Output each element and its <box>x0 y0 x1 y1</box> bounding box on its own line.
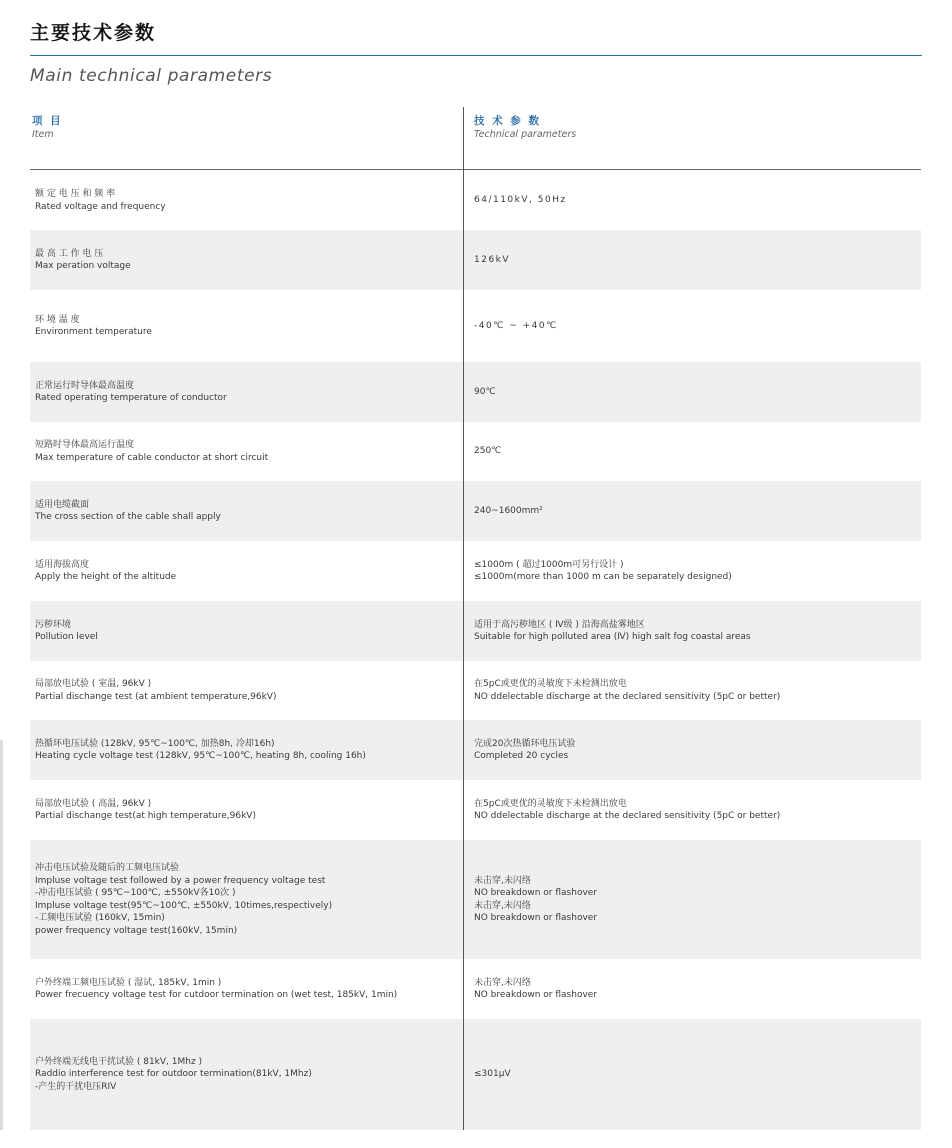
table-row <box>30 601 921 661</box>
value-text-line: 完成20次热循环电压试验 <box>474 738 576 749</box>
row-value <box>474 720 914 780</box>
item-text-line: 正常运行时导体最高温度 <box>35 380 135 391</box>
item-text-line: The cross section of the cable shall apply <box>35 512 221 522</box>
title-divider <box>30 55 922 56</box>
value-text-line: 126kV <box>474 254 511 265</box>
row-item <box>35 422 455 481</box>
header-param <box>474 114 576 142</box>
parameters-table <box>30 107 921 1130</box>
value-text-line: ≤1000m(more than 1000 m can be separately designed) <box>474 572 732 582</box>
table-header <box>30 107 921 170</box>
item-text-line: 适用海拔高度 <box>35 559 90 570</box>
item-text-line: Rated operating temperature of conductor <box>35 393 227 403</box>
item-text-line: -工频电压试验 (160kV, 15min) <box>35 913 165 923</box>
value-text-line: NO breakdown or flashover <box>474 888 598 898</box>
table-row <box>30 362 921 422</box>
item-text-line: 局部放电试验 ( 高温, 96kV ) <box>35 798 152 809</box>
row-item <box>35 362 455 422</box>
page-title: 主要技术参数 <box>30 22 157 44</box>
page-subtitle: Main technical parameters <box>30 66 273 86</box>
value-text-line: NO ddelectable discharge at the declared sensitivity (5pC or better) <box>474 811 781 821</box>
value-text-line: ≤301μV <box>474 1069 511 1080</box>
item-text-line: Environment temperature <box>35 327 152 337</box>
value-text-line: 90℃ <box>474 386 496 397</box>
row-item <box>35 840 455 959</box>
page-edge-strip <box>0 740 3 1130</box>
item-text-line: Rated voltage and frequency <box>35 201 166 212</box>
item-text-line: -产生的干扰电压RIV <box>35 1081 117 1092</box>
row-value <box>474 840 914 959</box>
value-text-line: NO breakdown or flashover <box>474 913 598 923</box>
row-value <box>474 1019 914 1130</box>
value-text-line: 在5pC或更优的灵敏度下未检测出放电 <box>474 679 627 689</box>
item-text-line: 最 高 工 作 电 压 <box>35 248 104 259</box>
value-text-line: 64/110kV, 50Hz <box>474 195 567 206</box>
item-text-line: 热循环电压试验 (128kV, 95℃~100℃, 加热8h, 冷却16h) <box>35 738 275 749</box>
value-text-line: 250℃ <box>474 446 502 457</box>
value-text-line: 240~1600mm² <box>474 505 543 516</box>
table-row <box>30 661 921 720</box>
row-item <box>35 541 455 601</box>
header-item <box>32 114 63 142</box>
row-item <box>35 1019 455 1130</box>
table-row <box>30 422 921 481</box>
row-value <box>474 601 914 661</box>
item-text-line: Partial dischange test (at ambient temperature,96kV) <box>35 691 277 702</box>
item-text-line: Raddio interference test for outdoor termination(81kV, 1Mhz) <box>35 1069 312 1080</box>
item-text-line: Heating cycle voltage test (128kV, 95℃~100℃, heating 8h, cooling 16h) <box>35 751 366 761</box>
table-row <box>30 959 921 1019</box>
value-text-line: 适用于高污秽地区 ( Ⅳ级 ) 沿海高盐雾地区 <box>474 619 645 630</box>
value-text-line: 未击穿,未闪络 <box>474 875 531 886</box>
value-text-line: Completed 20 cycles <box>474 751 569 761</box>
item-text-line: 短路时导体最高运行温度 <box>35 440 135 450</box>
row-value <box>474 171 914 230</box>
table-row <box>30 780 921 840</box>
header-item-en: Item <box>32 129 54 140</box>
item-text-line: Apply the height of the altitude <box>35 572 177 582</box>
row-item <box>35 481 455 541</box>
value-text-line: -40℃ ~ +40℃ <box>474 320 558 331</box>
row-value <box>474 362 914 422</box>
table-row <box>30 481 921 541</box>
row-item <box>35 171 455 230</box>
item-text-line: Partial dischange test(at high temperature,96kV) <box>35 811 256 821</box>
item-text-line: 适用电缆截面 <box>35 499 90 510</box>
value-text-line: ≤1000m ( 超过1000m可另行设计 ) <box>474 559 624 570</box>
row-value <box>474 541 914 601</box>
row-value <box>474 661 914 720</box>
item-text-line: 户外终端无线电干扰试验 ( 81kV, 1Mhz ) <box>35 1056 203 1067</box>
column-divider <box>463 107 464 1130</box>
row-value <box>474 290 914 362</box>
header-item-cn: 项 目 <box>32 115 63 127</box>
item-text-line: 局部放电试验 ( 室温, 96kV ) <box>35 679 152 689</box>
value-text-line: NO breakdown or flashover <box>474 990 598 1000</box>
row-item <box>35 780 455 840</box>
table-row <box>30 541 921 601</box>
row-value <box>474 230 914 290</box>
item-text-line: -冲击电压试验 ( 95℃~100℃, ±550kV各10次 ) <box>35 888 236 898</box>
item-text-line: Impluse voltage test(95℃~100℃, ±550kV, 10times,respectively) <box>35 900 333 911</box>
table-row <box>30 1019 921 1130</box>
row-item <box>35 720 455 780</box>
row-item <box>35 601 455 661</box>
row-value <box>474 422 914 481</box>
row-item <box>35 230 455 290</box>
item-text-line: 户外终端工频电压试验 ( 湿试, 185kV, 1min ) <box>35 977 222 988</box>
row-item <box>35 959 455 1019</box>
item-text-line: 环 境 温 度 <box>35 314 80 325</box>
row-value <box>474 481 914 541</box>
table-row <box>30 720 921 780</box>
item-text-line: 额 定 电 压 和 频 率 <box>35 189 116 199</box>
table-row <box>30 290 921 362</box>
header-param-cn: 技 术 参 数 <box>474 115 541 127</box>
header-param-en: Technical parameters <box>474 129 577 140</box>
row-value <box>474 959 914 1019</box>
item-text-line: Power frecuency voltage test for cutdoor termination on (wet test, 185kV, 1min) <box>35 990 398 1000</box>
value-text-line: NO ddelectable discharge at the declared sensitivity (5pC or better) <box>474 691 781 702</box>
value-text-line: 未击穿,未闪络 <box>474 900 531 911</box>
item-text-line: 污秽环境 <box>35 619 72 630</box>
table-row <box>30 171 921 230</box>
row-item <box>35 661 455 720</box>
item-text-line: Max peration voltage <box>35 261 131 271</box>
value-text-line: Suitable for high polluted area (Ⅳ) high salt fog coastal areas <box>474 632 751 642</box>
row-item <box>35 290 455 362</box>
value-text-line: 在5pC或更优的灵敏度下未检测出放电 <box>474 798 627 809</box>
row-value <box>474 780 914 840</box>
item-text-line: Pollution level <box>35 632 98 642</box>
item-text-line: 冲击电压试验及随后的工频电压试验 <box>35 863 180 873</box>
table-row <box>30 230 921 290</box>
item-text-line: power frequency voltage test(160kV, 15min) <box>35 925 238 936</box>
table-row <box>30 840 921 959</box>
item-text-line: Max temperature of cable conductor at short circuit <box>35 452 269 463</box>
item-text-line: Impluse voltage test followed by a power frequency voltage test <box>35 875 326 886</box>
value-text-line: 未击穿,未闪络 <box>474 977 531 988</box>
